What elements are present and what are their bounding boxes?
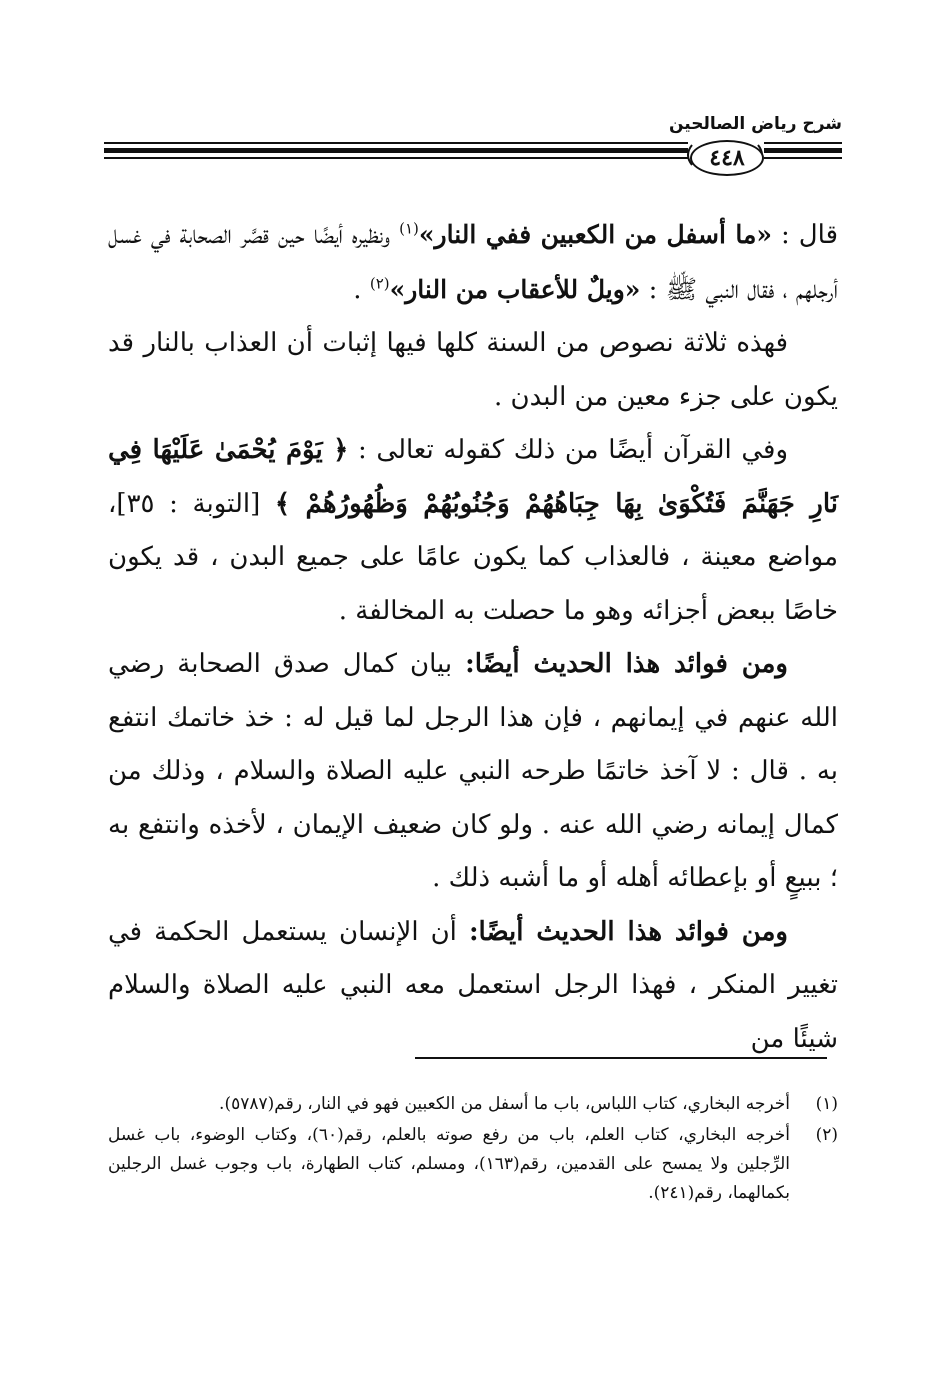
header-rule-thin-left-2 (104, 157, 688, 159)
header-rule-thin-right (764, 142, 842, 144)
page-number: ٤٤٨ (690, 140, 764, 176)
p4-text: بيان كمال صدق الصحابة رضي الله عنهم في إيمانهم ، فإن هذا الرجل لما قيل له : خذ خاتمك انتفع به . قال : لا آخذ خاتمًا طرحه النبي عليه الصلاة والسلام ، وذلك من كمال إيمانه رضي الله عنه . ولو كان ضعيف الإيمان ، لأخذه وانتفع به ؛ ببيعٍ أو بإعطائه أهله أو ما أشبه ذلك . (108, 649, 838, 893)
p1-end: . (353, 274, 370, 305)
footnote-separator (415, 1057, 827, 1059)
hadith-quote-2: «ويلٌ للأعقاب من النار» (389, 274, 641, 304)
hadith-quote-1: «ما أسفل من الكعبين ففي النار» (418, 220, 772, 249)
footnotes (108, 1090, 838, 1208)
header-rule-thin-right-2 (764, 157, 842, 159)
footnote-2 (108, 1121, 838, 1208)
p3-text: ، مواضع معينة ، فالعذاب كما يكون عامًا على جميع البدن ، قد يكون خاصًا ببعض أجزائه وهو ما حصلت به المخالفة . (108, 488, 838, 626)
header-rule-thick-left (104, 148, 688, 153)
footnote-ref-2: (٢) (369, 273, 390, 292)
verse-reference: [التوبة : ٣٥] (116, 488, 275, 519)
quran-verse: ﴿ يَوْمَ يُحْمَىٰ عَلَيْهَا فِي نَارِ جَهَنَّمَ فَتُكْوَىٰ بِهَا جِبَاهُهُمْ وَجُنُوبُهُمْ وَظُهُورُهُمْ ﴾ (108, 435, 839, 519)
benefit-lead-1: ومن فوائد هذا الحديث أيضًا: (465, 649, 788, 679)
paragraph-1 (108, 208, 838, 317)
p3-intro: وفي القرآن أيضًا من ذلك كقوله تعالى : (348, 435, 789, 465)
header-rule-thin-left (104, 142, 688, 144)
paragraph-2: فهذه ثلاثة نصوص من السنة كلها فيها إثبات أن العذاب بالنار قد يكون على جزء معين من البدن . (108, 328, 838, 412)
running-header-title: شرح رياض الصالحين (668, 114, 842, 134)
footnote-1-text: أخرجه البخاري، كتاب اللباس، باب ما أسفل من الكعبين فهو في النار، رقم(٥٧٨٧). (219, 1094, 790, 1114)
paragraph-5 (108, 906, 838, 1067)
p1-intro: قال : (772, 220, 838, 250)
p5-text: أن الإنسان يستعمل الحكمة في تغيير المنكر ، فهذا الرجل استعمل معه النبي عليه الصلاة والسلام شيئًا من (108, 916, 838, 1054)
benefit-lead-2: ومن فوائد هذا الحديث أيضًا: (468, 916, 788, 947)
main-text (108, 208, 838, 1066)
footnote-1-number: (١) (815, 1094, 838, 1114)
footnote-1 (108, 1090, 838, 1119)
footnote-2-number: (٢) (815, 1125, 838, 1145)
footnote-ref-1: (١) (399, 219, 419, 238)
header-rule-thick-right (764, 148, 842, 153)
footnote-2-text: أخرجه البخاري، كتاب العلم، باب من رفع صوته بالعلم، رقم(٦٠)، وكتاب الوضوء، باب غسل الرِّجلين ولا يمسح على القدمين، رقم(١٦٣)، ومسلم، كتاب الطهارة، باب وجوب غسل الرجلين بكمالهما، رقم(٢٤١). (108, 1125, 790, 1203)
paragraph-4 (108, 638, 838, 906)
p1-middle: ونظيره أيضًا حين قصَّر الصحابة في غسل أرجلهم ، فقال النبي ﷺ : (108, 220, 838, 305)
paragraph-3 (108, 424, 838, 638)
